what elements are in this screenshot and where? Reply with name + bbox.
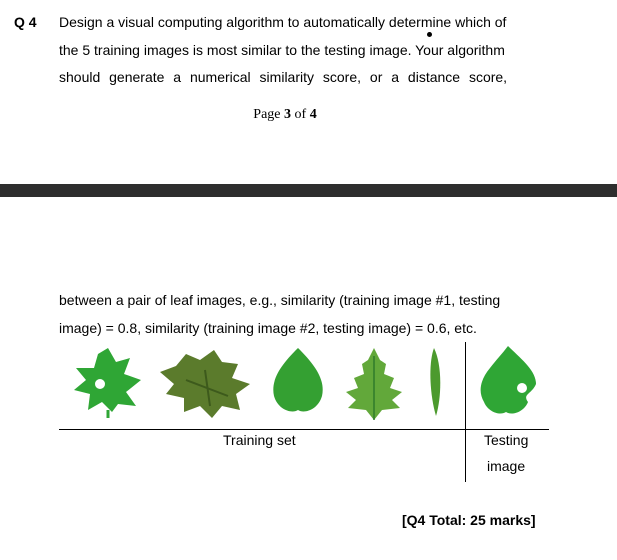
question-text-line-5: image) = 0.8, similarity (training image #2, testing image) = 0.6, etc. [59,320,477,336]
leaf-image-5 [430,348,440,416]
page-middle: of [291,107,310,122]
text-cursor-dot [427,32,432,37]
page-break-bar [0,184,617,197]
leaf-image-3 [273,348,322,411]
page-total: 4 [309,107,317,122]
marks-total: [Q4 Total: 25 marks] [402,512,536,528]
question-text-line-4: between a pair of leaf images, e.g., similarity (training image #1, testing [59,292,501,308]
page-footer [0,107,570,123]
question-text-line-2: the 5 training images is most similar to the testing image. Your algorithm [59,42,505,58]
question-text-line-3: should generate a numerical similarity score, or a distance score, [59,69,508,85]
page-current: 3 [284,107,292,122]
leaf-image-2 [160,350,250,418]
leaf-image-4 [346,348,402,420]
page-prefix: Page [253,107,285,122]
question-text-line-1: Design a visual computing algorithm to automatically determine which of [59,14,507,30]
leaf-image-testing [481,346,536,414]
leaf-image-1 [74,348,141,418]
testing-image-label-line-2: image [487,458,526,474]
table-horizontal-rule [59,429,549,430]
question-number: Q 4 [14,14,37,30]
leaf-images [0,340,617,425]
training-set-label: Training set [223,432,296,448]
testing-image-label-line-1: Testing [484,432,529,448]
table-vertical-rule [465,342,466,482]
